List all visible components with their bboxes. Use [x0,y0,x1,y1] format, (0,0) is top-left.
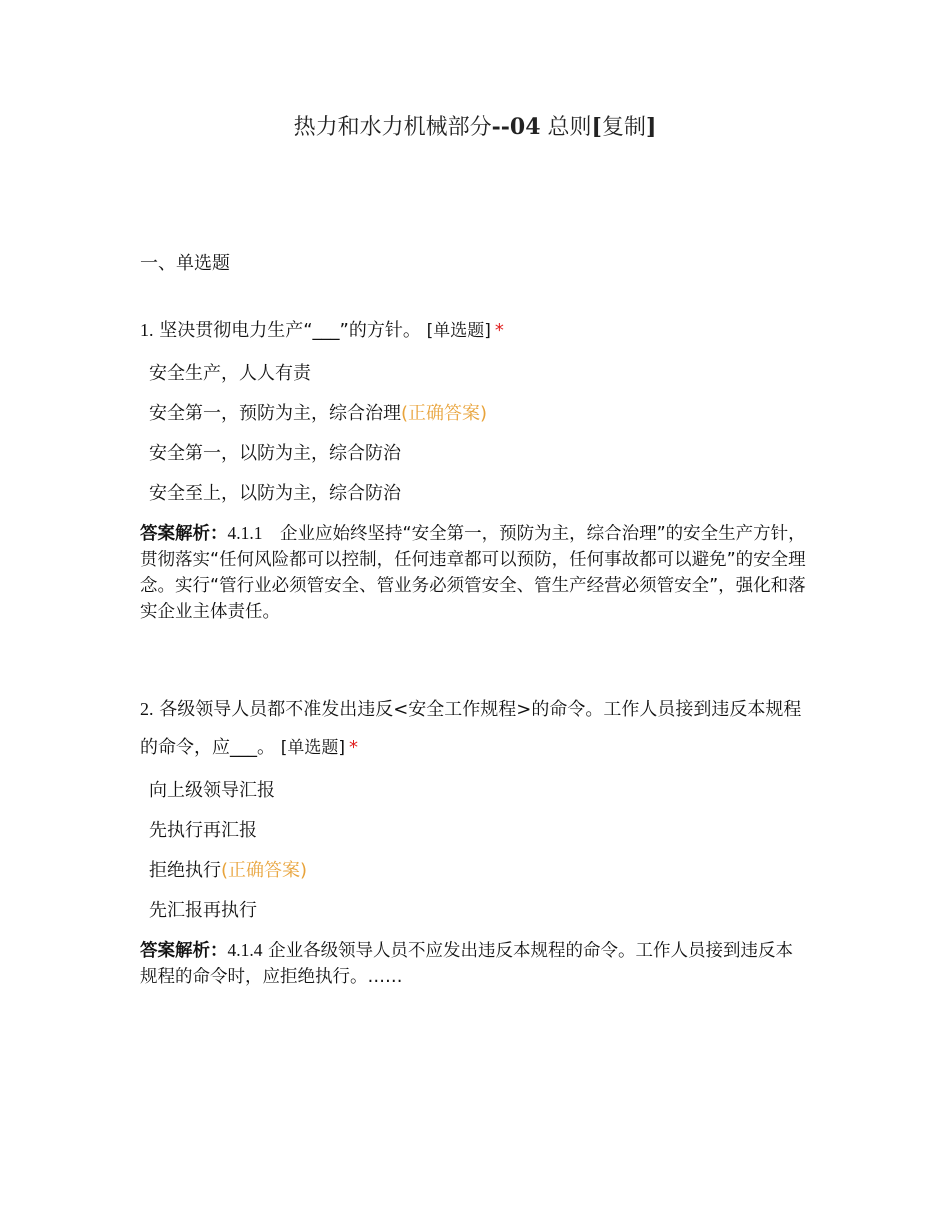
option-label: 先执行再汇报 [149,820,257,841]
question-1 [140,311,810,625]
question-stem: 各级领导人员都不准发出违反<安全工作规程>的命令。工作人员接到违反本规程的命令，应___。 [140,699,802,758]
question-stem: 坚决贯彻电力生产“___”的方针。 [153,320,427,341]
option-item[interactable] [140,354,810,394]
option-item[interactable] [140,771,810,811]
answer-analysis [140,937,810,990]
option-label: 先汇报再执行 [149,900,257,921]
option-label: 安全第一，以防为主，综合防治 [149,443,401,464]
correct-answer-tag: (正确答案) [221,860,308,881]
option-item[interactable] [140,811,810,851]
title-suffix: 总则 [540,115,592,140]
analysis-label: 答案解析： [140,941,228,961]
title-bracket-close: ] [645,114,657,140]
analysis-text: 企业应始终坚持“安全第一，预防为主，综合治理”的安全生产方针，贯彻落实“任何风险都可以控制，任何违章都可以预防，任何事故都可以避免”的安全理念。实行“管行业必须管安全、管业务必须管安全、管生产经营必须管安全”，强化和落实企业主体责任。 [140,524,806,622]
option-item[interactable] [140,891,810,931]
title-bracket-open: [ [591,114,602,140]
option-list [140,771,810,931]
option-item[interactable] [140,394,810,434]
option-item[interactable] [140,434,810,474]
title-copy-tag: 复制 [601,115,646,140]
question-number: 2. [140,699,154,719]
option-item[interactable] [140,851,810,891]
option-label: 拒绝执行 [149,860,221,881]
question-2 [140,690,810,990]
question-2-text [140,690,810,767]
analysis-text: 企业各级领导人员不应发出违反本规程的命令。工作人员接到违反本规程的命令时，应拒绝执行。…… [140,941,794,987]
analysis-label: 答案解析： [140,524,228,544]
option-label: 安全至上，以防为主，综合防治 [149,483,401,504]
question-1-text [140,311,810,350]
section-heading: 一、单选题 [140,253,230,274]
option-list [140,354,810,514]
option-label: 安全第一，预防为主，综合治理 [149,403,401,424]
required-mark: * [494,320,504,341]
question-type-badge: [单选题] [280,738,345,758]
title-number: --04 [491,114,541,140]
question-type-badge: [单选题] [426,321,491,341]
option-label: 安全生产，人人有责 [149,363,311,384]
title-text: 热力和水力机械部分 [293,115,492,140]
correct-answer-tag: (正确答案) [401,403,488,424]
option-item[interactable] [140,474,810,514]
analysis-reference: 4.1.1 [227,523,263,543]
required-mark: * [349,737,358,758]
question-number: 1. [140,320,154,340]
page-title [0,112,950,143]
answer-analysis [140,520,810,625]
analysis-reference: 4.1.4 [227,940,263,960]
option-label: 向上级领导汇报 [149,780,275,801]
